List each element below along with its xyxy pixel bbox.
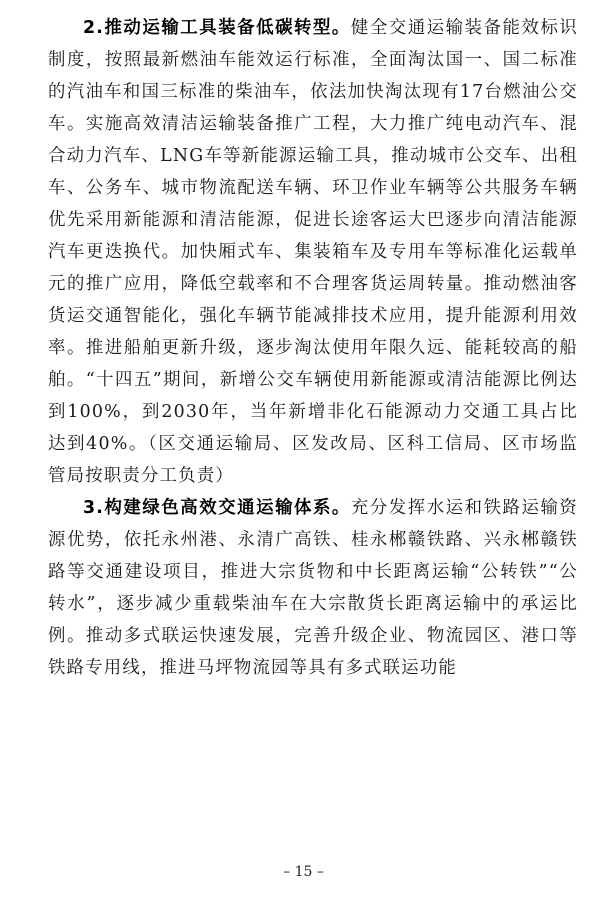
paragraph-low-carbon-vehicles <box>48 12 578 492</box>
paragraph-green-transport-system <box>48 492 578 684</box>
paragraph-body-2: 健全交通运输装备能效标识制度，按照最新燃油车能效运行标准，全面淘汰国一、国二标准的汽油车和国三标准的柴油车，依法加快淘汰现有17台燃油公交车。实施高效清洁运输装备推广工程，大力推广纯电动汽车、混合动力汽车、LNG车等新能源运输工具，推动城市公交车、出租车、公务车、城市物流配送车辆、环卫作业车辆等公共服务车辆优先采用新能源和清洁能源，促进长途客运大巴逐步向清洁能源汽车更迭换代。加快厢式车、集装箱车及专用车等标准化运载单元的推广应用，降低空载率和不合理客货运周转量。推动燃油客货运交通智能化，强化车辆节能减排技术应用，提升能源利用效率。推进船舶更新升级，逐步淘汰使用年限久远、能耗较高的船舶。“十四五”期间，新增公交车辆使用新能源或清洁能源比例达到100%，到2030年，当年新增非化石能源动力交通工具占比达到40%。（区交通运输局、区发改局、区科工信局、区市场监管局按职责分工负责） <box>48 18 578 486</box>
section-heading-2: 2.推动运输工具装备低碳转型。 <box>83 18 351 38</box>
section-heading-3: 3.构建绿色高效交通运输体系。 <box>83 498 351 518</box>
document-page <box>48 12 578 684</box>
paragraph-body-3: 充分发挥水运和铁路运输资源优势，依托永州港、永清广高铁、桂永郴赣铁路、兴永郴赣铁路等交通建设项目，推进大宗货物和中长距离运输“公转铁”“公转水”，逐步减少重载柴油车在大宗散货长距离运输中的承运比例。推动多式联运快速发展，完善升级企业、物流园区、港口等铁路专用线，推进马坪物流园等具有多式联运功能 <box>48 498 578 678</box>
page-number: – 15 – <box>283 864 324 880</box>
